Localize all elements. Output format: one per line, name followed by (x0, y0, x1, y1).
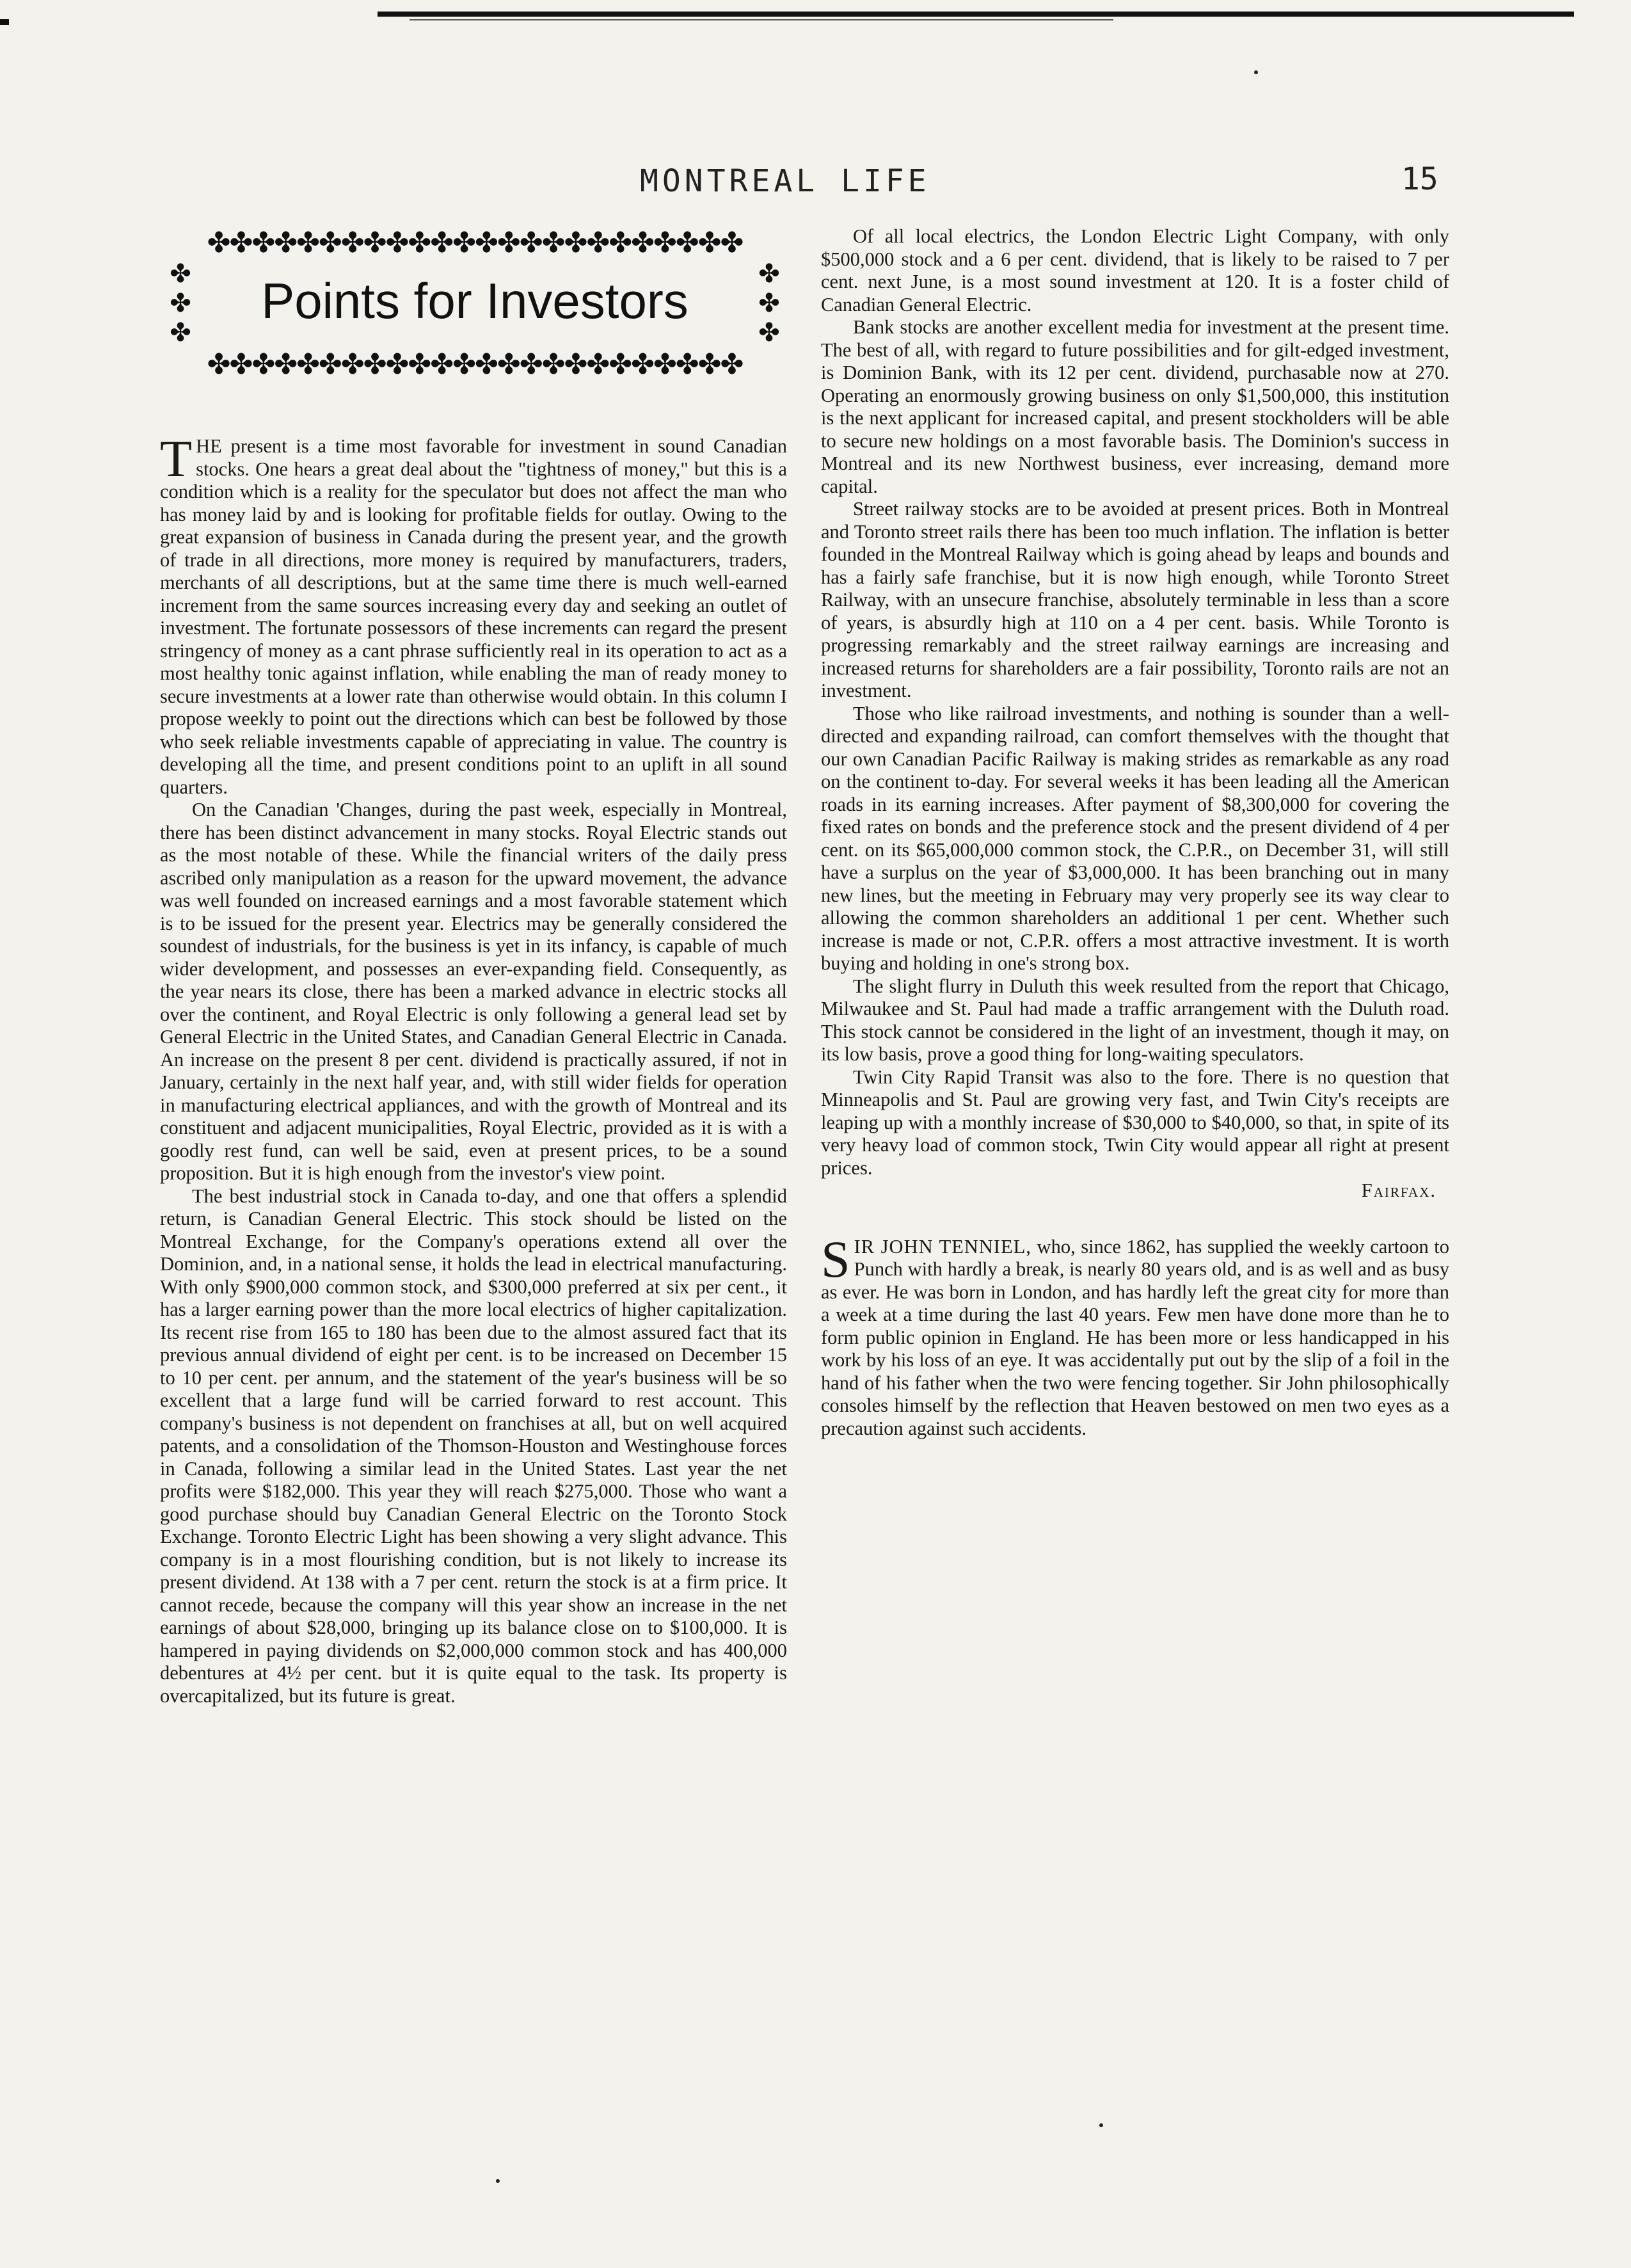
scan-mark (0, 19, 9, 25)
paragraph-text: HE present is a time most favorable for investment in sound Canadian stocks. One hears a great deal about the "tightness of money," but this is a condition which is a reality for the speculator but does not affect the man who has money laid by and is looking for profitable fields for outlay. Owing to the great expansion of business in Canada during the present year, and the growth of trade in all directions, more money is required by manufacturers, traders, merchants of all descriptions, but at the same time there is much well-earned increment from the same sources increasing every day and seeking an outlet of investment. The fortunate possessors of these increments can regard the present stringency of money as a cant phrase sufficiently real in its operation to act as a most healthy tonic against inflation, while enabling the man of ready money to secure investments at a lower rate than otherwise would obtain. In this column I propose weekly to point out the directions which can best be followed by those who seek reliable investments capable of appreciating in value. The country is developing all the time, and present conditions point to an uplift in all sound quarters. (160, 435, 787, 798)
ornament-border-top: ✤✤✤✤✤✤✤✤✤✤✤✤✤✤✤✤✤✤✤✤✤✤✤✤ (207, 227, 743, 259)
paragraph: Of all local electrics, the London Electric Light Company, with only $500,000 stock and a 6 per cent. dividend, that is likely to be raised to 7 per cent. next June, is a most sound investment at 120. It is a foster child of Canadian General Electric. (821, 225, 1449, 315)
paragraph: Twin City Rapid Transit was also to the fore. There is no question that Minneapolis and St. Paul are growing very fast, and Twin City's receipts are leaping up with a monthly increase of $30,000 to $40,000, so that, in spite of its very heavy load of common stock, Twin City would appear all right at present prices. (821, 1066, 1449, 1179)
paragraph (160, 435, 787, 799)
paragraph: Street railway stocks are to be avoided at present prices. Both in Montreal and Toronto street rails there has been too much inflation. The inflation is better founded in the Montreal Railway which is going ahead by leaps and bounds and has a fairly safe franchise, but it is now high enough, while Toronto Street Railway, with an unsecure franchise, absolutely terminable in less than a score of years, is absurdly high at 110 on a 4 per cent. basis. While Toronto is progressing remarkably and the street railway earnings are increasing and increased returns for shareholders are a fair possibility, Toronto rails are not an investment. (821, 498, 1449, 701)
column-left (160, 435, 787, 2176)
running-head: MONTREAL LIFE (640, 163, 930, 199)
article-title-box (168, 227, 782, 381)
top-rule-thin (410, 19, 1113, 20)
author-signature: Fairfax. (1361, 1179, 1436, 1201)
spacer (821, 1202, 1449, 1236)
paragraph: Bank stocks are another excellent media for investment at the present time. The best of all, with regard to future possibilities and for gilt-edged investment, is Dominion Bank, with its 12 per cent. dividend, purchasable now at 270. Operating an enormously growing business on only $1,500,000, this institution is the next applicant for increased capital, and present stockholders will be able to secure new holdings on a most favorable basis. The Dominion's success in Montreal and its new Northwest business, ever increasing, demand more capital. (821, 316, 1449, 497)
ornament-border-left: ✤ ✤ ✤ (170, 259, 191, 347)
ornament-border-bottom: ✤✤✤✤✤✤✤✤✤✤✤✤✤✤✤✤✤✤✤✤✤✤✤✤ (207, 349, 743, 380)
paragraph: The best industrial stock in Canada to-day, and one that offers a splendid return, is Canadian General Electric. This stock should be listed on the Montreal Exchange, for the Company's operations extend all over the Dominion, and, in a national sense, it holds the lead in electrical manufacturing. With only $900,000 common stock, and $300,000 preferred at six per cent., it has a larger earning power than the more local electrics of higher capitalization. Its recent rise from 165 to 180 has been due to the almost assured fact that its previous annual dividend of eight per cent. is to be increased on December 15 to 10 per cent. per annum, and the statement of the year's business will be so excellent that a large fund will be carried forward to rest account. This company's business is not dependent on franchises at all, but on well acquired patents, and a consolidation of the Thomson-Houston and Westinghouse forces in Canada, following a similar lead in the United States. Last year the net profits were $182,000. This year they will reach $275,000. Those who want a good purchase should buy Canadian General Electric on the Toronto Stock Exchange. Toronto Electric Light has been showing a very slight advance. This company is in a most flourishing condition, but is not likely to increase its present dividend. At 138 with a 7 per cent. return the stock is at a firm price. It cannot recede, because the company will this year show an increase in the net earnings of about $28,000, bringing up its balance close on to $100,000. It is hampered in paying dividends on $2,000,000 common stock and has 400,000 debentures at 4½ per cent. but it is quite equal to the task. Its property is overcapitalized, but its future is great. (160, 1185, 787, 1707)
item-text: who, since 1862, has supplied the weekly cartoon to Punch with hardly a break, is nearly 80 years old, and is as well and as busy as ever. He was born in London, and has hardly left the great city for more than a week at a time during the last 40 years. Few men have done more than he to form public opinion in England. He has been more or less handicapped in his work by his loss of an eye. It was accidentally put out by the slip of a foil in the hand of his father when the two were fencing together. Sir John philosophically consoles himself by the reflection that Heaven bestowed on men two eyes as a precaution against such accidents. (821, 1235, 1449, 1439)
top-rule (378, 12, 1574, 17)
ornament-border-right: ✤ ✤ ✤ (758, 259, 780, 347)
drop-cap: T (160, 435, 193, 488)
page-number: 15 (1401, 161, 1438, 197)
speck (1254, 70, 1258, 74)
column-right (821, 225, 1449, 2177)
drop-cap: S (821, 1229, 850, 1288)
paragraph: The slight flurry in Duluth this week resulted from the report that Chicago, Milwaukee and St. Paul had made a traffic arrangement with the Duluth road. This stock cannot be considered in the light of an investment, though it may, on its low basis, prove a good thing for long-waiting speculators. (821, 975, 1449, 1065)
article-title: Points for Investors (261, 273, 688, 329)
item-lead: IR JOHN TENNIEL, (854, 1235, 1031, 1258)
paragraph: Those who like railroad investments, and nothing is sounder than a well-directed and expanding railroad, can comfort themselves with the thought that our own Canadian Pacific Railway is making strides as remarkable as any road on the continent to-day. For several weeks it has been leading all the American roads in its earning increases. After payment of $8,300,000 for covering the fixed rates on bonds and the preference stock and the present dividend of 4 per cent. on its $65,000,000 common stock, the C.P.R., on December 31, will still have a surplus on the year of $3,000,000. It has been branching out in many new lines, but the meeting in February may very properly see its way clear to allowing the common shareholders an additional 1 per cent. Whether such increase is made or not, C.P.R. offers a most attractive investment. It is worth buying and holding in one's strong box. (821, 702, 1449, 974)
paragraph: On the Canadian 'Changes, during the past week, especially in Montreal, there has been distinct advancement in many stocks. Royal Electric stands out as the most notable of these. While the financial writers of the daily press ascribed only manipulation as a reason for the upward movement, the advance was well founded on increased earnings and a most favorable statement which is to be issued for the present year. Electrics may be generally considered the soundest of industrials, for the business is yet in its infancy, is capable of much wider development, and possesses an ever-expanding field. Consequently, as the year nears its close, there has been a marked advance in electric stocks all over the continent, and Royal Electric is only following a general lead set by General Electric in the United States, and Canadian General Electric in Canada. An increase on the present 8 per cent. dividend is practically assured, if not in January, certainly in the next half year, and, with still wider fields for operation in manufacturing electrical appliances, and with the growth of Montreal and its constituent and adjacent municipalities, Royal Electric, provided as it is with a goodly rest fund, can well be said, even at present prices, to be a sound proposition. But it is high enough from the investor's view point. (160, 799, 787, 1184)
speck (496, 2179, 500, 2183)
news-item (821, 1229, 1449, 1441)
